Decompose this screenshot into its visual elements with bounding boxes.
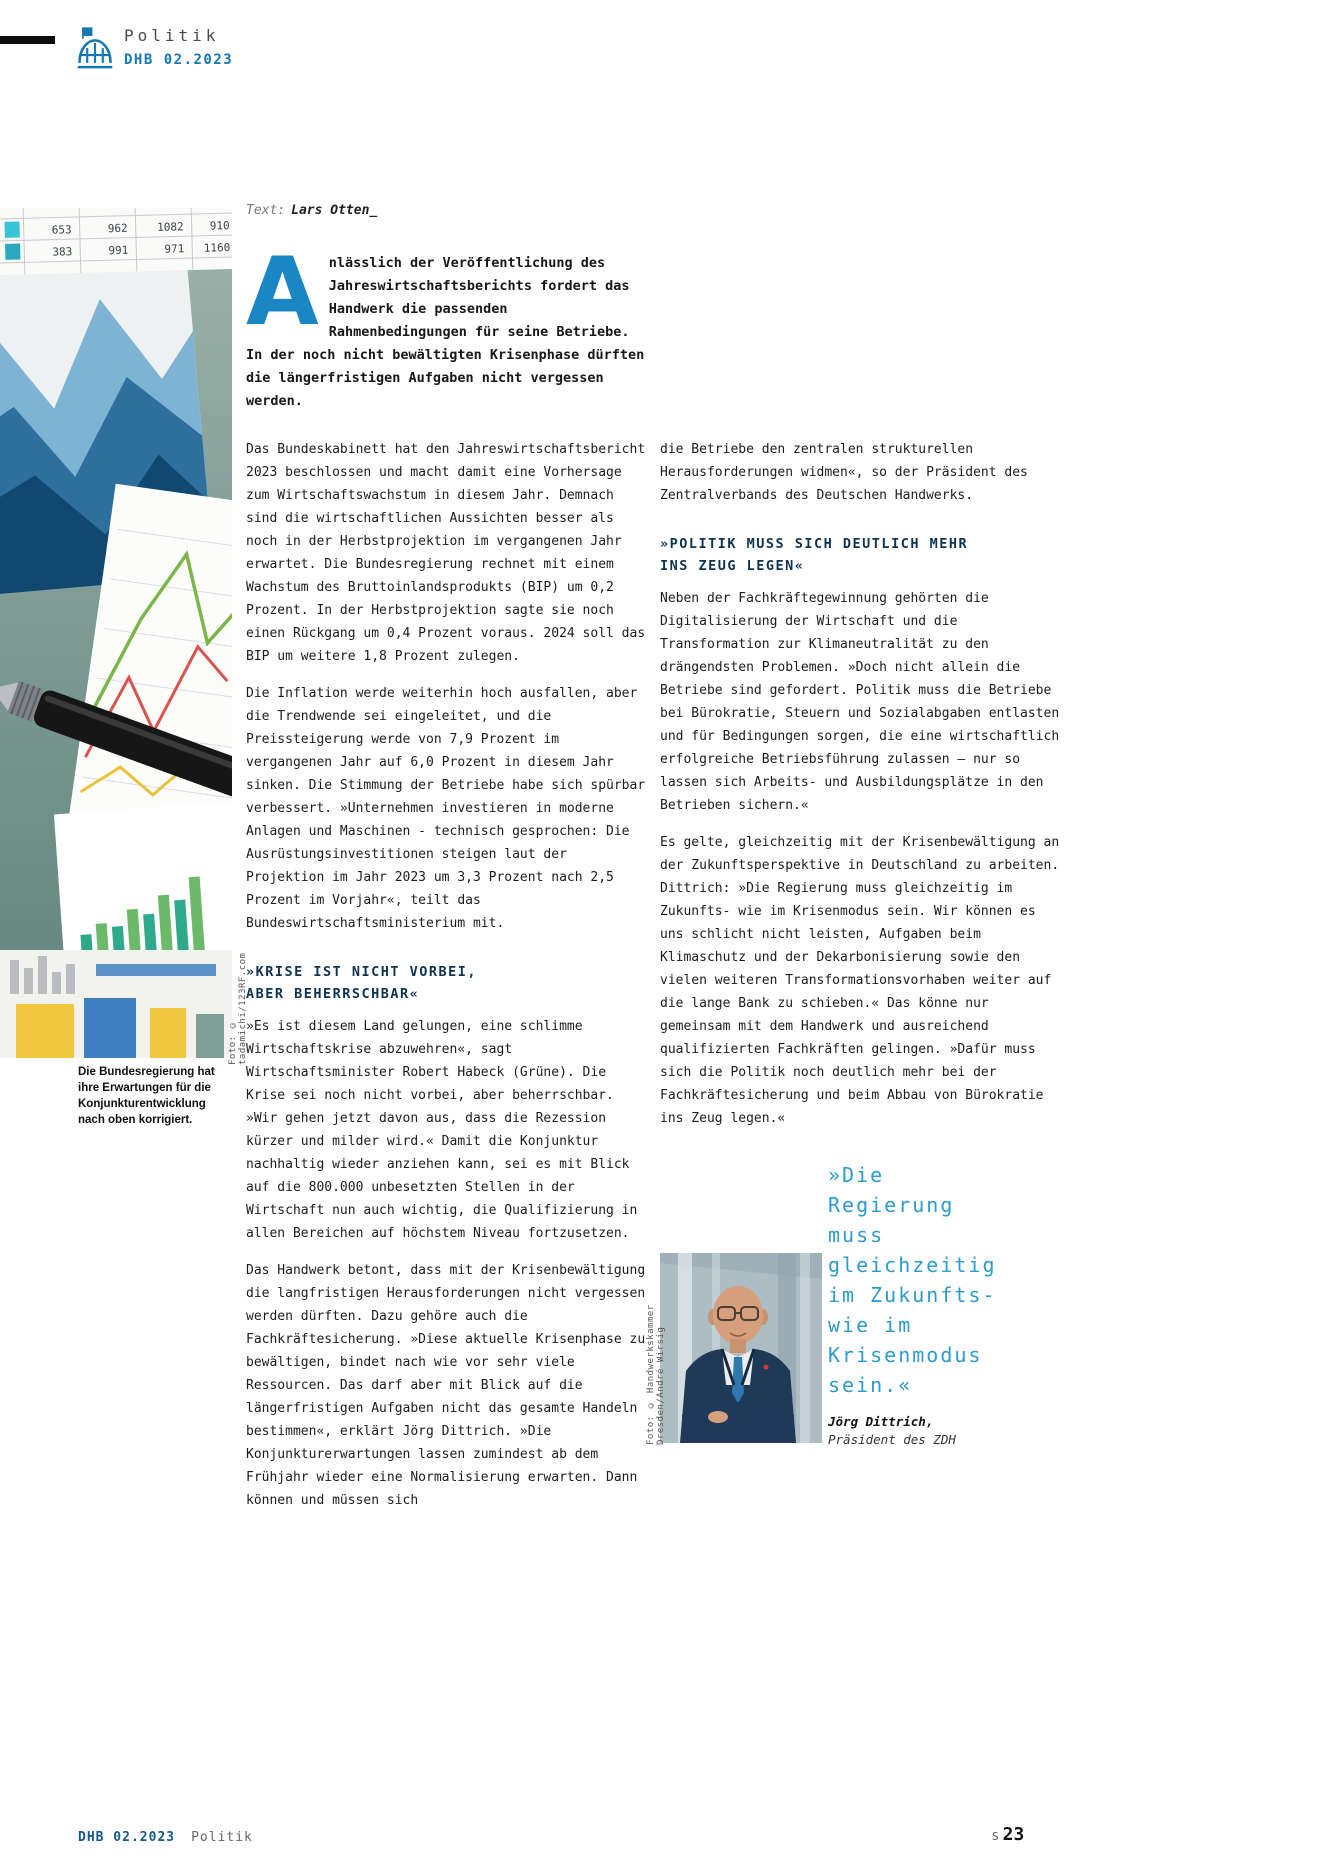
pull-quote-line: Krisenmodus <box>828 1343 983 1367</box>
table-cell: 383 <box>52 245 73 259</box>
pull-quote-line: »Die <box>828 1163 885 1187</box>
table-cell: 910 <box>209 219 230 233</box>
pull-quote-line: sein.« <box>828 1373 913 1397</box>
paragraph-zukunftsmodus: Es gelte, gleichzeitig mit der Krisenbewältigung an der Zukunftsperspektive in Deutschland zu arbeiten. Dittrich: »Die Regierung muss gleichzeitig im Zukunfts- wie im Krisenmodus sein. Wir können es uns schlicht nicht leisten, Aufgaben beim Klimaschutz und der Dekarbonisierung sowie den vielen weiteren Transformationsvorhaben weiter auf die lange Bank zu schieben.« Das könne nur gemeinsam mit dem Handwerk und ausreichend qualifizierten Fachkräften gelingen. »Dafür muss sich die Politik noch deutlich mehr bei der Fachkräftesicherung und beim Abbau von Bürokratie ins Zeug legen.« <box>660 835 1060 1126</box>
paragraph-continuation: die Betriebe den zentralen strukturellen Herausforderungen widmen«, so der Präsident des Zentralverbands des Deutschen Handwerks. <box>660 442 1028 503</box>
table-cell: 991 <box>108 243 129 258</box>
photo-collage <box>0 208 232 1058</box>
subheading-politik-line1: »POLITIK MUSS SICH DEUTLICH MEHR <box>660 536 969 552</box>
right-column <box>660 438 1061 1144</box>
header-issue-label: DHB 02.2023 <box>124 52 234 68</box>
joerg-dittrich-photo <box>660 1253 822 1443</box>
paragraph-handwerk: Das Handwerk betont, dass mit der Krisenbewältigung die langfristigen Herausforderungen nicht vergessen werden dürften. Dazu gehöre auch die Fachkräftesicherung. »Diese aktuelle Krisenphase zu bewältigen, bindet nach wie vor sehr viele Ressourcen. Das darf aber mit Blick auf die längerfristigen Aufgaben nicht das gesamte Handeln bestimmen«, erklärt Jörg Dittrich. »Die Konjunkturerwartungen lassen zumindest ab dem Frühjahr wieder eine Normalisierung erwarten. Dann können und müssen sich <box>246 1263 646 1508</box>
table-cell: 962 <box>107 221 128 236</box>
quote-attribution-name: Jörg Dittrich, <box>828 1414 934 1429</box>
paragraph-digitalisierung: Neben der Fachkräftegewinnung gehörten die Digitalisierung der Wirtschaft und die Transformation zur Klimaneutralität zu den drängendsten Problemen. »Doch nicht allein die Betriebe sind gefordert. Politik muss die Betriebe bei Bürokratie, Steuern und Sozialabgaben entlasten und für Bedingungen sorgen, die eine wirtschaftlich erfolgreiche Betriebsführung zulassen – nur so lassen sich Arbeits- und Ausbildungsplätze in den Betrieben sichern.« <box>660 591 1060 813</box>
table-cell: 971 <box>164 242 185 256</box>
collage-bottom-bars <box>0 950 232 1058</box>
top-rule <box>0 36 55 44</box>
footer-issue: DHB 02.2023 <box>78 1830 176 1845</box>
subheading-politik-line2: INS ZEUG LEGEN« <box>660 558 805 574</box>
pull-quote-line: wie im <box>828 1313 913 1337</box>
table-cell: 1082 <box>157 220 184 234</box>
collage-photo-credit: Foto: © tadamichi/123RF.com <box>228 952 248 1065</box>
subheading-krise-line2: ABER BEHERRSCHBAR« <box>246 986 420 1002</box>
page-number-prefix: S <box>992 1830 999 1843</box>
intro-text: nlässlich der Veröffentlichung des Jahreswirtschaftsberichts fordert das Handwerk die passenden Rahmenbedingungen für seine Betriebe. In der noch nicht bewältigten Krisenphase dürften die längerfristigen Aufgaben nicht vergessen werden. <box>246 255 645 409</box>
table-cell: 1160 <box>203 241 231 255</box>
subheading-krise-line1: »KRISE IST NICHT VORBEI, <box>246 964 478 980</box>
intro-paragraph <box>246 238 648 413</box>
page-number-value: 23 <box>1002 1824 1025 1845</box>
footer-section: Politik <box>191 1830 253 1845</box>
portrait-photo-credit: Foto: © Handwerkskammer Dresden/André Wirsig <box>646 1304 666 1445</box>
paragraph-habeck: »Es ist diesem Land gelungen, eine schlimme Wirtschaftskrise abzuwehren«, sagt Wirtschaftsminister Robert Habeck (Grüne). Die Krise sei noch nicht vorbei, aber beherrschbar. »Wir gehen jetzt davon aus, dass die Rezession kürzer und milder wird.« Damit die Konjunktur nachhaltig wieder anziehen kann, sei es mit Blick auf die 800.000 unbesetzten Stellen in der Wirtschaft nun auch wichtig, die Qualifizierung in allen Bereichen auf höchstem Niveau fortzusetzen. <box>246 1019 638 1241</box>
subheading-politik <box>660 533 1061 577</box>
pull-quote-line: gleichzeitig <box>828 1253 997 1277</box>
collage-data-table <box>0 208 232 275</box>
dhb-logo <box>76 26 114 72</box>
footer-left <box>78 1830 253 1845</box>
byline <box>246 203 377 218</box>
brand-text <box>124 26 233 68</box>
page-header <box>76 26 233 72</box>
byline-author: Lars Otten_ <box>291 203 378 218</box>
pull-quote-line: Regierung <box>828 1193 955 1217</box>
subheading-krise <box>246 961 647 1005</box>
table-cell: 653 <box>51 223 72 237</box>
page-number <box>992 1824 1024 1845</box>
left-column <box>246 438 647 1526</box>
header-section-label: Politik <box>124 26 220 45</box>
pull-quote-line: im Zukunfts- <box>828 1283 997 1307</box>
pull-quote <box>828 1160 1023 1447</box>
paragraph-cabinet-report: Das Bundeskabinett hat den Jahreswirtschaftsbericht 2023 beschlossen und macht damit eine Vorhersage zum Wirtschaftswachstum in diesem Jahr. Demnach sind die wirtschaftlichen Aussichten besser als noch in der Herbstprojektion im vergangenen Jahr erwartet. Die Bundesregierung rechnet mit einem Wachstum des Bruttoinlandsprodukts (BIP) um 0,2 Prozent. In der Herbstprojektion sagte sie noch einen Rückgang um 0,4 Prozent voraus. 2024 soll das BIP um weitere 1,8 Prozent zulegen. <box>246 442 646 664</box>
paragraph-inflation: Die Inflation werde weiterhin hoch ausfallen, aber die Trendwende sei eingeleitet, und die Preissteigerung werde von 7,9 Prozent im vergangenen Jahr auf 6,0 Prozent in diesem Jahr sinken. Die Stimmung der Betriebe habe sich spürbar verbessert. »Unternehmen investieren in moderne Anlagen und Maschinen - technisch gesprochen: Die Ausrüstungsinvestitionen steigen laut der Projektion im Jahr 2023 um 3,3 Prozent nach 2,5 Prozent im Vorjahr«, teilt das Bundeswirtschaftsministerium mit. <box>246 686 646 931</box>
quote-attribution-role: Präsident des ZDH <box>828 1432 956 1447</box>
pull-quote-line: muss <box>828 1223 885 1247</box>
byline-label: Text: <box>246 203 286 218</box>
dropcap: A <box>246 238 319 347</box>
photo-caption: Die Bundesregierung hat ihre Erwartungen für die Konjunkturentwicklung nach oben korrigiert. <box>78 1066 215 1126</box>
